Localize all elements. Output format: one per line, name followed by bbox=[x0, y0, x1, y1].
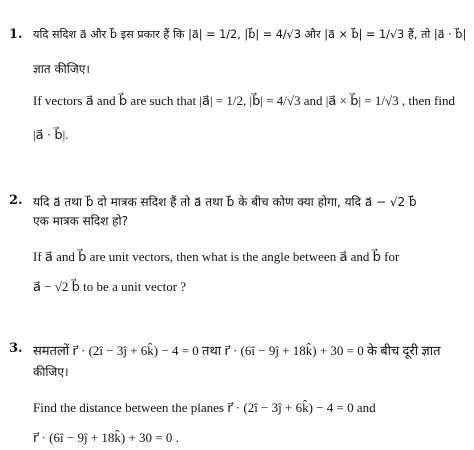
question-text-hindi-line: कीजिए। bbox=[33, 365, 69, 379]
question-number: 3. bbox=[9, 341, 23, 356]
question-text-hindi-line: एक मात्रक सदिश हो? bbox=[33, 214, 129, 228]
question-text-english-line: If a⃗ and b⃗ are unit vectors, then what is the angle between a⃗ and b⃗ for bbox=[33, 249, 400, 264]
question-text-english-line: a⃗ − √2 b⃗ to be a unit vector ? bbox=[33, 279, 187, 294]
question-text-hindi-line: यदि सदिश a⃗ और b⃗ इस प्रकार हैं कि |a⃗| = 1/2, |b⃗| = 4/√3 और |a⃗ × b⃗| = 1/√3 हैं, तो |a⃗ · b⃗| bbox=[33, 28, 467, 41]
question-number: 2. bbox=[9, 193, 23, 208]
question-text-english-line: r⃗ · (6î − 9ĵ + 18k̂) + 30 = 0 . bbox=[33, 430, 179, 445]
question-text-english-line: If vectors a⃗ and b⃗ are such that |a⃗| = 1/2, |b⃗| = 4/√3 and |a⃗ × b⃗| = 1/√3 , then find bbox=[33, 93, 455, 108]
question-text-english-line: |a⃗ · b⃗|. bbox=[33, 127, 69, 142]
question-text-hindi-line: समतलों r⃗ · (2î − 3ĵ + 6k̂) − 4 = 0 तथा r⃗ · (6î − 9ĵ + 18k̂) + 30 = 0 के बीच दूरी ज्ञात bbox=[33, 343, 441, 358]
question-text-hindi-line: यदि a⃗ तथा b⃗ दो मात्रक सदिश हैं तो a⃗ तथा b⃗ के बीच कोण क्या होगा, यदि a⃗ − √2 b⃗ bbox=[33, 195, 417, 209]
question-number: 1. bbox=[9, 27, 23, 42]
question-text-english-line: Find the distance between the planes r⃗ · (2î − 3ĵ + 6k̂) − 4 = 0 and bbox=[33, 400, 376, 415]
question-text-hindi-line: ज्ञात कीजिए। bbox=[33, 62, 90, 76]
